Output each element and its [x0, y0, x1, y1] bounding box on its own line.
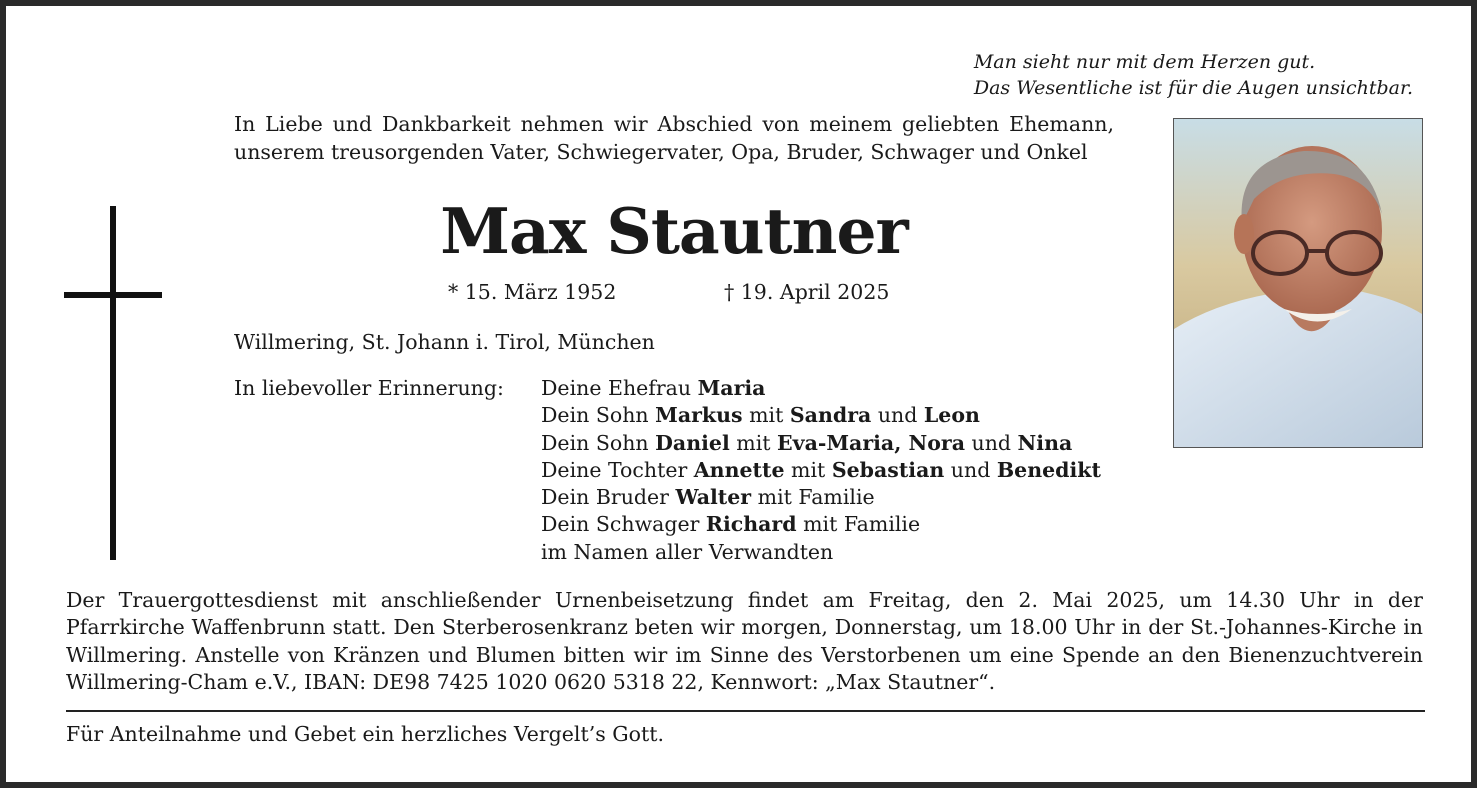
mourner-text: mit: [784, 457, 832, 482]
mourner-text: mit: [742, 403, 790, 428]
portrait-photo: [1173, 118, 1423, 448]
mourner-line: [541, 539, 1101, 566]
mourner-name: Annette: [693, 457, 785, 482]
mourner-name: Sandra: [789, 403, 872, 428]
mourner-line: [541, 430, 1101, 457]
mourner-name: Leon: [923, 403, 980, 428]
mourner-text: Deine Ehefrau: [541, 376, 698, 400]
thanks-text: Für Anteilnahme und Gebet ein herzliches Vergelt’s Gott.: [66, 722, 664, 746]
birth-date: * 15. März 1952: [448, 280, 617, 304]
mourner-text: Dein Schwager: [541, 512, 706, 537]
mourner-text: Dein Bruder: [541, 485, 676, 510]
mourner-line: [541, 457, 1101, 484]
mourner-text: Deine Tochter: [541, 457, 694, 482]
mourner-line: [541, 484, 1101, 511]
mourner-name: Markus: [655, 403, 743, 428]
mourner-text: mit Familie: [751, 485, 875, 510]
mourner-text: mit: [729, 430, 778, 455]
intro-text: In Liebe und Dankbarkeit nehmen wir Abschied von meinem geliebten Ehemann, unserem treusorgenden Vater, Schwiegervater, Opa, Bruder, Schwager und Onkel: [234, 112, 1114, 164]
mourner-name: Walter: [675, 485, 752, 510]
mourners-list: [541, 375, 1101, 566]
mourner-name: Nina: [1017, 430, 1073, 455]
mourner-text: und: [964, 430, 1018, 455]
mourner-text: und: [944, 457, 997, 482]
mourner-text: Dein Sohn: [541, 430, 656, 455]
mourner-text: mit Familie: [796, 512, 921, 537]
divider-line: [66, 710, 1425, 712]
mourner-text: und: [871, 403, 924, 428]
service-announcement: Der Trauergottesdienst mit anschließender Urnenbeisetzung findet am Freitag, den 2. Mai 2025, um 14.30 Uhr in der Pfarrkirche Waffenbrunn statt. Den Sterberosenkranz beten wir morgen, Donnerstag, um 18.00 Uhr in der St.-Johannes-Kirche in Willmering. Anstelle von Kränzen und Blumen bitten wir im Sinne des Verstorbenen um eine Spende an den Bienenzuchtverein Willmering-Cham e.V., IBAN: DE98 7425 1020 0620 5318 22, Kennwort: „Max Stautner“.: [66, 588, 1423, 694]
mourner-name: Richard: [705, 512, 797, 537]
motto-line-2: Das Wesentliche ist für die Augen unsichtbar.: [973, 77, 1413, 99]
mourner-line: [541, 375, 1101, 402]
motto-line-1: Man sieht nur mit dem Herzen gut.: [973, 51, 1316, 73]
mourner-name: Sebastian: [831, 457, 945, 482]
mourner-text: im Namen aller Verwandten: [541, 539, 834, 564]
mourner-name: Maria: [697, 376, 766, 400]
cross-icon: [64, 206, 162, 560]
mourner-line: [541, 402, 1101, 429]
mourner-name: Daniel: [655, 430, 730, 455]
mourner-line: [541, 511, 1101, 538]
memory-label: In liebevoller Erinnerung:: [234, 376, 504, 400]
places: Willmering, St. Johann i. Tirol, München: [234, 330, 655, 354]
death-date: † 19. April 2025: [724, 280, 890, 304]
mourner-text: Dein Sohn: [541, 403, 656, 428]
mourner-name: Benedikt: [996, 457, 1101, 482]
mourner-name: Eva-Maria, Nora: [777, 430, 965, 455]
motto-quote: [974, 49, 1413, 101]
deceased-name: Max Stautner: [440, 194, 908, 268]
